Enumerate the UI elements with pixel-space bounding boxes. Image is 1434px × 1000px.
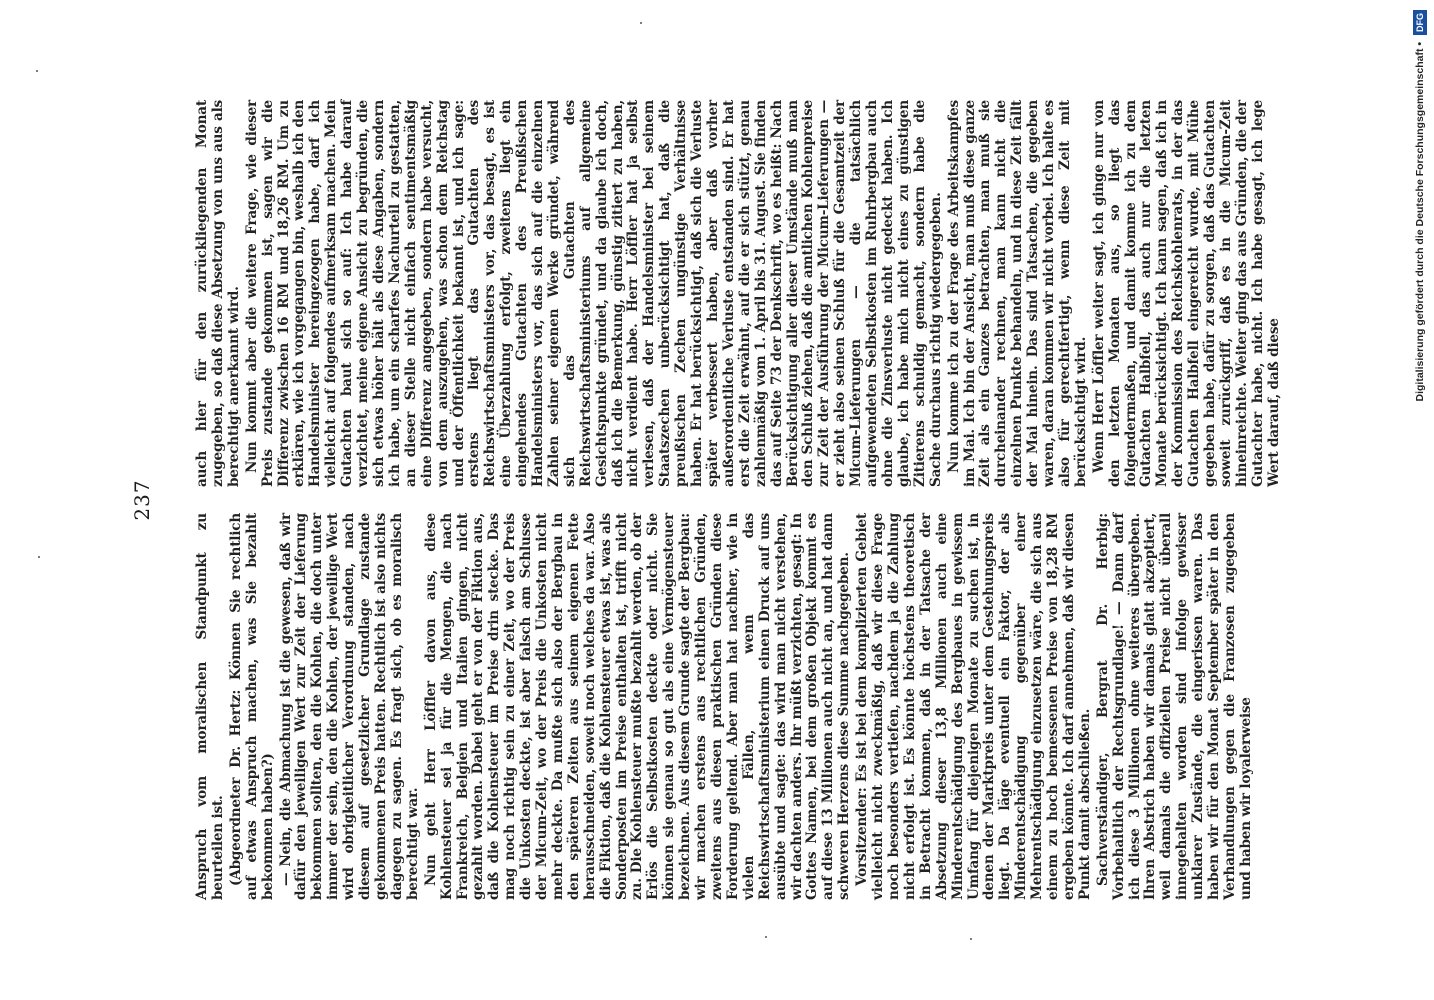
paragraph: Vorsitzender: Es ist bei dem komplizierten Gebiet vielleicht nicht zweckmäßig, daß wir diese Frage noch besonders vertiefen, nachdem ja die Zahlung nicht erfolgt ist. Es könnte höchstens theoretisch in Betracht kommen, daß in der Tatsache der Absetzung dieser 13,8 Millionen auch eine Minderentschädigung des Bergbaues in gewissem Umfang für diejenigen Monate zu suchen ist, in denen der Marktpreis unter dem Gestehungspreis liegt. Da läge eventuell ein Faktor, der als Minderentschädigung gegenüber einer Mehrentschädigung einzusetzen wäre, die sich aus einem zu hoch bemessenen Preise von 18,28 RM ergeben könnte. Ich darf annehmen, daß wir diesen Punkt damit abschließen. — [854, 513, 1093, 900]
scan-speck — [38, 556, 40, 558]
page-number: 237 — [130, 479, 154, 521]
rotated-document-page — [100, 90, 1280, 910]
paragraph: (Abgeordneter Dr. Hertz: Können Sie rechtlich auf etwas Anspruch machen, was Sie bezahlt bekommen haben?) — [227, 513, 276, 900]
digitization-credit — [1408, 10, 1432, 990]
scan-speck — [765, 936, 767, 938]
paragraph: auch hier für den zurückliegenden Monat zugegeben, so daß diese Absetzung von uns aus als berechtigt anerkannt wird. — [194, 100, 242, 487]
paragraph: Wenn Herr Löffler weiter sagt, ich ginge nur von den letzten Monaten aus, so liegt das folgendermaßen, und damit komme ich zu dem Gutachten Halbfell, das auch nur die letzten Monate berücksichtigt. Ich kann sagen, daß ich in der Kommission des Reichskohlenrats, in der das Gutachten Halbfell eingereicht wurde, mit Mühe gegeben habe, dafür zu sorgen, daß das Gutachten soweit zurückgriff, daß es in die Micum-Zeit hineinreichte. Weiter ging das aus Gründen, die der Gutachter habe, nicht. Ich habe gesagt, ich lege Wert darauf, daß diese — [1090, 100, 1282, 487]
paragraph: — Nein, die Abmachung ist die gewesen, daß wir dafür den jeweiligen Wert zur Zeit der Lieferung bekommen sollten, den die Kohlen, die doch unter immer der sein, den die Kohlen, der jeweilige Wert wird obrigkeitlicher Verordnung standen, nach diesem auf gesetzlicher Grundlage zustande gekommenen Preis hatten. Rechtlich ist also nichts dagegen zu sagen. Es fragt sich, ob es moralisch berechtigt war. — [277, 513, 421, 900]
paragraph: Nun kommt aber die weitere Frage, wie dieser Preis zustande gekommen ist, sagen wir die Differenz zwischen 16 RM und 18,26 RM. Um zu erklären, wie ich vorgegangen bin, weshalb ich den Handelsminister hereingezogen habe, darf ich vielleicht auf folgendes aufmerksam machen. Mein Gutachten baut sich so auf: Ich habe darauf verzichtet, meine eigene Ansicht zu begründen, die sich etwas höher hält als diese Angaben, sondern ich habe, um ein scharfes Nachurteil zu gestatten, an dieser Stelle nicht einfach sentimentsmäßig eine Differenz angegeben, sondern habe versucht, von dem auszugehen, was schon dem Reichstag und der Öffentlichkeit bekannt ist, und ich sage: erstens liegt das Gutachten des Reichswirtschaftsministers vor, das besagt, es ist eine Überzahlung erfolgt, zweitens liegt ein eingehendes Gutachten des Preußischen Handelsministers vor, das sich auf die einzelnen Zahlen seiner eigenen Werke gründet, während sich das Gutachten des Reichswirtschaftsministeriums auf allgemeine Gesichtspunkte gründet, und da glaube ich doch, daß ich die Bemerkung, günstig zitiert zu haben, nicht verdient habe. Herr Löffler hat ja selbst verlesen, daß der Handelsminister bei seinem Staatszechen unberücksichtigt hat, daß die preußischen Zechen ungünstige Verhältnisse haben. Er hat berücksichtigt, daß sich die Verluste später verbessert haben, aber daß vorher außerordentliche Verluste entstanden sind. Er hat erst die Zeit erwähnt, auf die er sich stützt, genau zahlenmäßig vom 1. April bis 31. August. Sie finden das auf Seite 73 der Denkschrift, wo es heißt: Nach Berücksichtigung aller dieser Umstände muß man den Schluß ziehen, daß die amtlichen Kohlenpreise zur Zeit der Ausführung der Micum-Lieferungen — er zieht also seinen Schluß für die Gesamtzeit der Micum-Lieferungen — die tatsächlich aufgewendeten Selbstkosten im Ruhrbergbau auch ohne die Zinsverluste nicht gedeckt haben. Ich glaube, ich habe mich nicht eines zu günstigen Zitierens schuldig gemacht, sondern habe die Sache durchaus richtig wiedergegeben. — [243, 100, 944, 487]
paragraph: Nun geht Herr Löffler davon aus, diese Kohlensteuer sei ja für die Mengen, die nach Frankreich, Belgien und Italien gingen, nicht gezahlt worden. Dabei geht er von der Fiktion aus, daß die Kohlensteuer im Preise drin stecke. Das mag noch richtig sein zu einer Zeit, wo der Preis die Unkosten deckte, ist aber falsch am Schlusse der Micum-Zeit, wo der Preis die Unkosten nicht mehr deckte. Da mußte sich also der Bergbau in den späteren Zeiten aus seinem eigenen Fette herausschneiden, soweit noch welches da war. Also die Fiktion, daß die Kohlensteuer etwas ist, was als Sonderposten im Preise enthalten ist, trifft nicht zu. Die Kohlensteuer mußte bezahlt werden, ob der Erlös die Selbstkosten deckte oder nicht. Sie können sie genau so gut als eine Vermögensteuer bezeichnen. Aus diesem Grunde sagte der Bergbau: wir machen erstens aus rechtlichen Gründen, zweitens aus diesen praktischen Gründen diese Forderung geltend. Aber man hat nachher, wie in vielen Fällen, wenn das Reichswirtschaftsministerium einen Druck auf uns ausübte und sagte: das wird man nicht verstehen, wir dachten anders. Ihr müßt verzichten, gesagt: In Gottes Namen, bei dem großen Objekt kommt es auf diese 13 Millionen auch nicht an, und hat dann schweren Herzens diese Summe nachgegeben. — [422, 513, 853, 900]
credit-text-rotated — [1408, 10, 1432, 990]
paragraph: Nun komme ich zu der Frage des Arbeitskampfes im Mai. Ich bin der Ansicht, man muß diese ganze Zeit als ein Ganzes betrachten, man muß sie durcheinander rechnen, man kann nicht die einzelnen Punkte behandeln, und in diese Zeit fällt der Mai hinein. Das sind Tatsachen, die gegeben waren, daran kommen wir nicht vorbei. Ich halte es also für gerechtfertigt, wenn diese Zeit mit berücksichtigt wird. — [945, 100, 1089, 487]
paragraph: Sachverständiger, Bergrat Dr. Herbig: Vorbehaltlich der Rechtsgrundlage! — Dann darf ich diese 3 Millionen ohne weiteres übergeben. Ihren Abstrich haben wir damals glatt akzeptiert, weil damals die offiziellen Preise nicht überall innegehalten worden sind infolge gewisser unklarer Zustände, die eingerissen waren. Das haben wir für den Monat September später in den Verhandlungen gegen die Franzosen zugegeben und haben wir loyalerweise — [1094, 513, 1254, 900]
left-column — [195, 513, 1255, 900]
dfg-logo: DFG — [1413, 10, 1427, 35]
credit-label: Digitalisierung gefördert durch die Deutsche Forschungsgemeinschaft • — [1414, 41, 1426, 402]
text-columns — [194, 100, 1282, 900]
scan-speck — [36, 70, 38, 72]
scan-speck — [970, 938, 972, 940]
scan-speck — [640, 22, 642, 24]
paragraph: Anspruch vom moralischen Standpunkt zu beurteilen ist. — [194, 513, 226, 900]
right-column — [194, 100, 1282, 487]
